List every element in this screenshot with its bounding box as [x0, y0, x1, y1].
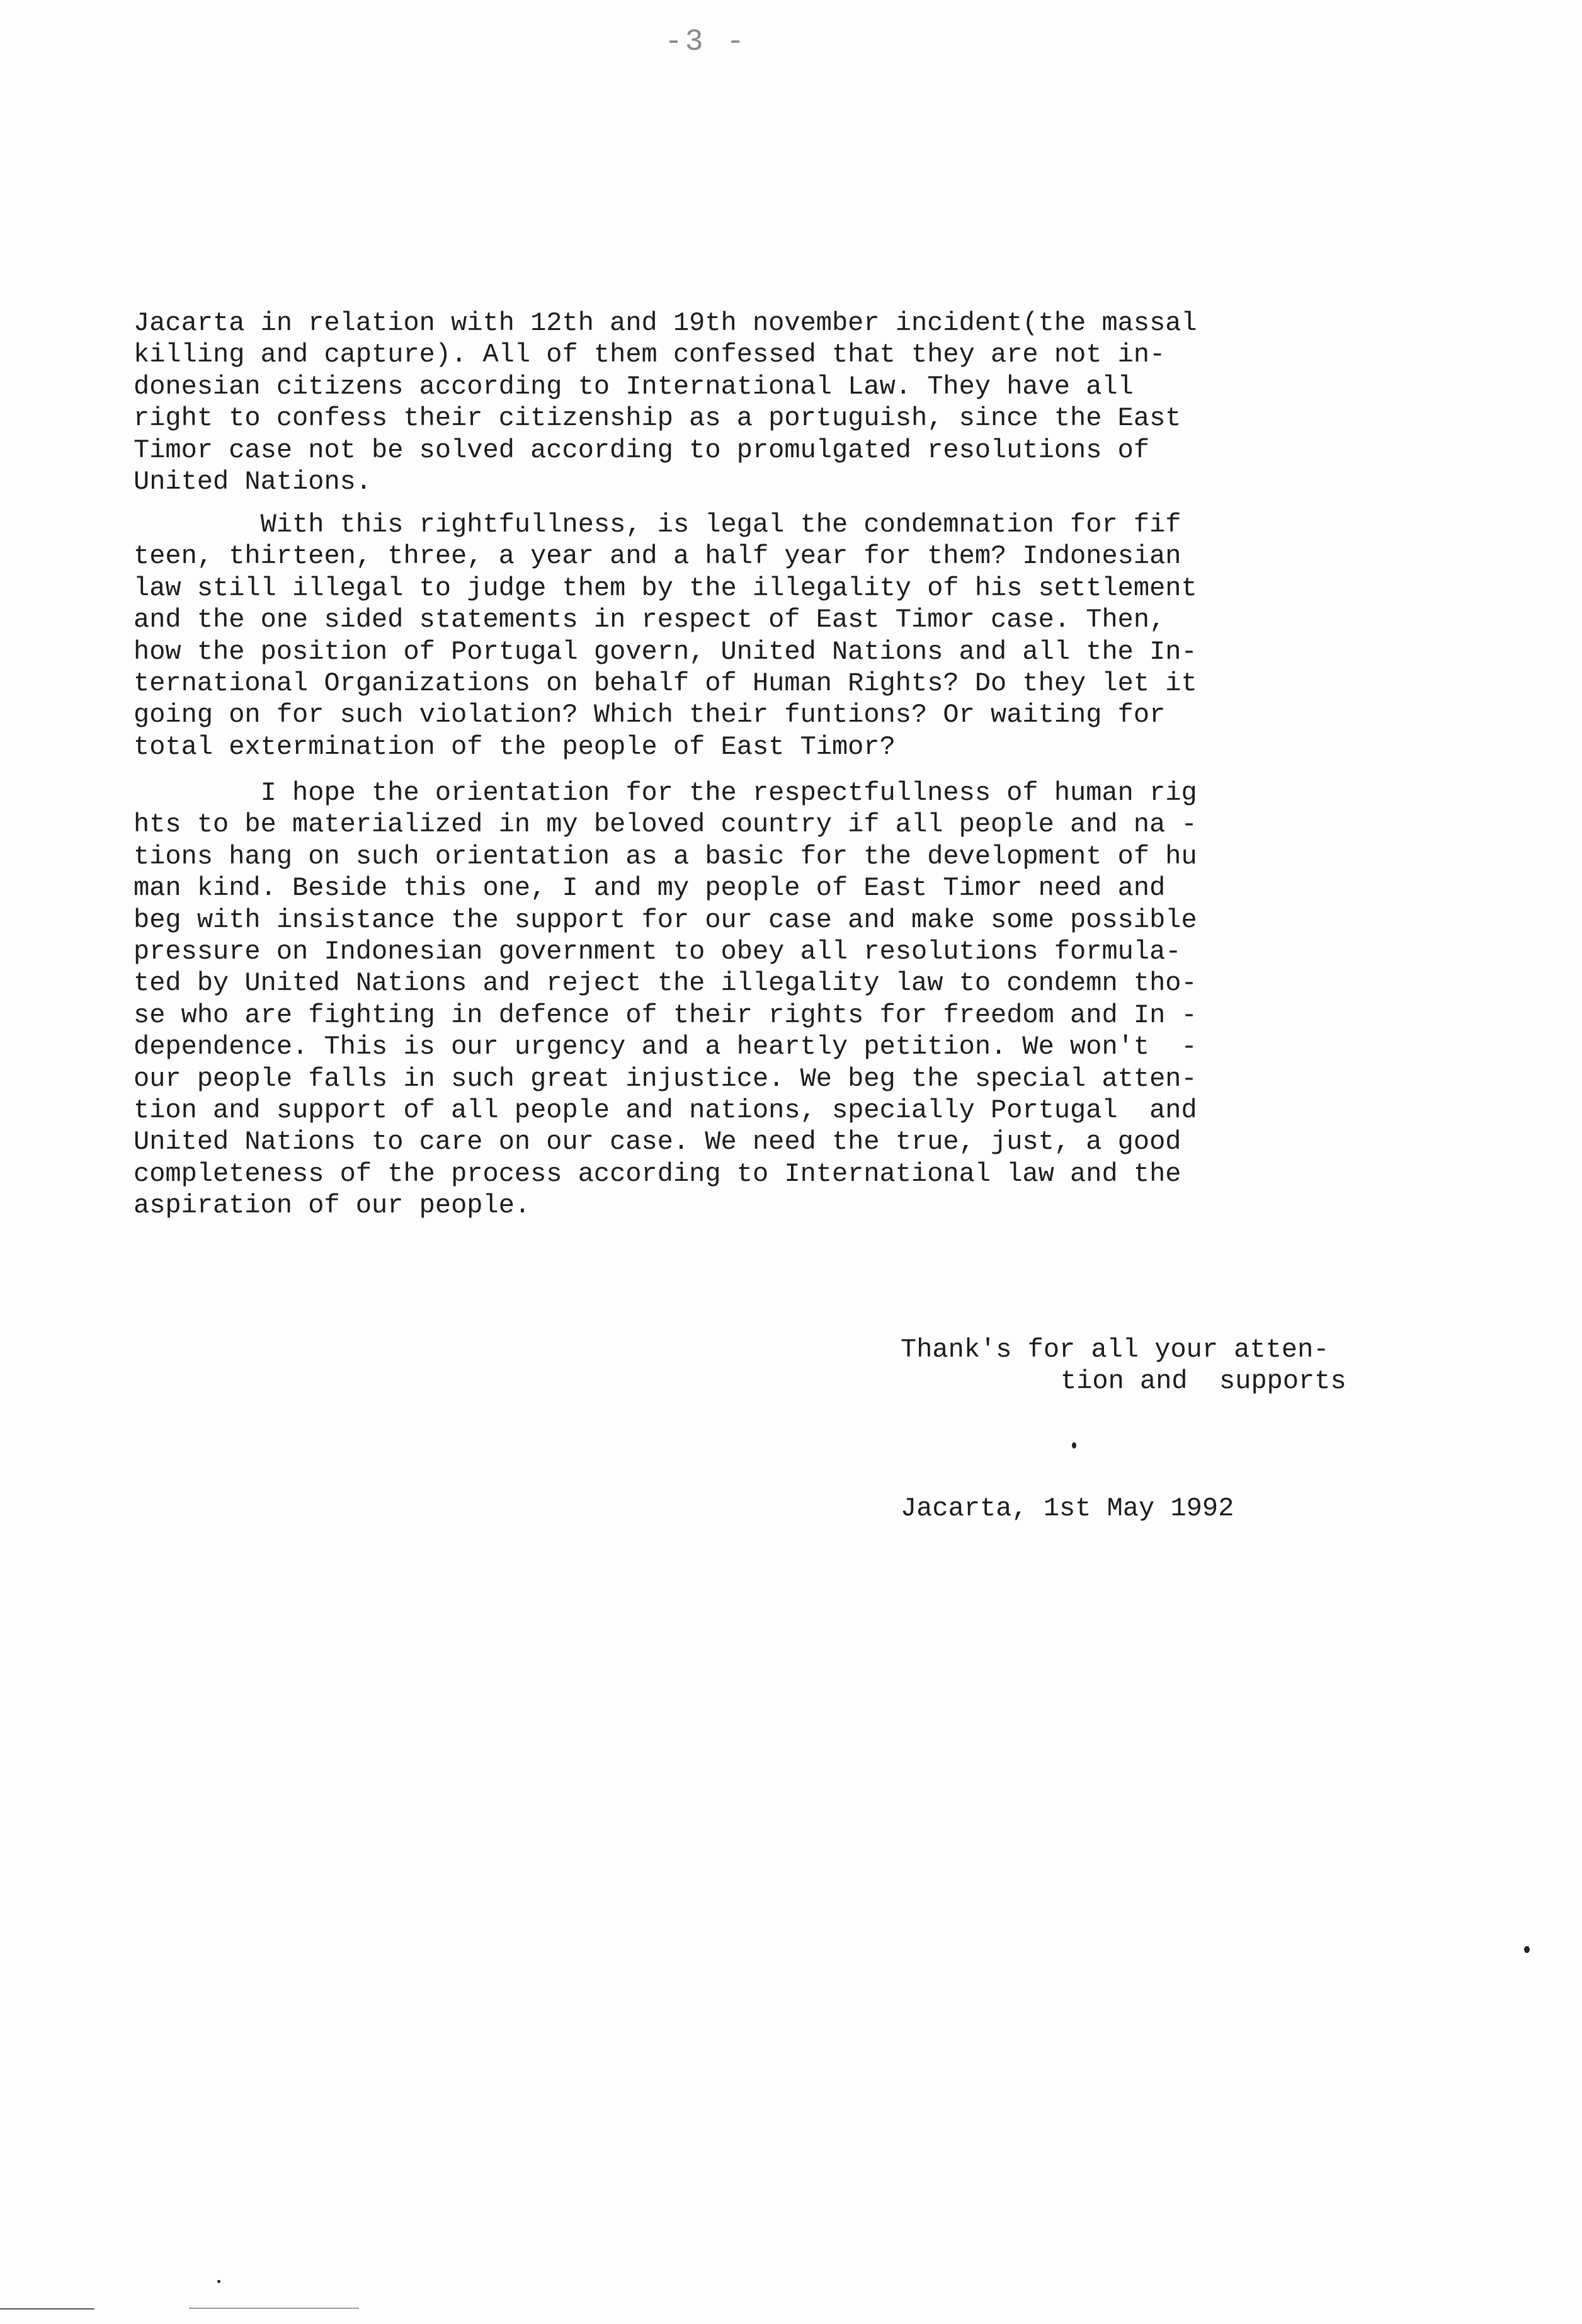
scan-edge-line — [0, 2308, 94, 2310]
paragraph-1: Jacarta in relation with 12th and 19th november incident(the massal killing and capture). All of them confessed that they are not in- donesian citizens according to International Law. They have all right to confess their citizenship as a portuguish, since the East Timor case not be solved according to promulgated resolutions of United Nations. — [134, 308, 1197, 498]
closing-line-1: Thank's for all your atten- — [901, 1335, 1329, 1365]
scan-speck — [217, 2280, 220, 2283]
paragraph-2: With this rightfullness, is legal the condemnation for fif teen, thirteen, three, a year and a half year for them? Indonesian law still illegal to judge them by the illegality of his settlement and the one sided statements in respect of East Timor case. Then, how the position of Portugal govern, United Nations and all the In- ternational Organizations on behalf of Human Rights? Do they let it going on for such violation? Which their funtions? Or waiting for total extermination of the people of East Timor? — [134, 510, 1197, 762]
scan-speck — [1524, 1946, 1530, 1953]
place-and-date: Jacarta, 1st May 1992 — [901, 1493, 1234, 1524]
scan-edge-line — [189, 2308, 359, 2309]
paragraph-3: I hope the orientation for the respectfullness of human rig hts to be materialized in my beloved country if all people and na - tions hang on such orientation as a basic for the development of hu man kind. Beside this one, I and my people of East Timor need and beg with insistance the support for our case and make some possible pressure on Indonesian government to obey all resolutions formula- ted by United Nations and reject the illegality law to condemn tho- se who are fighting in defence of their rights for freedom and In - dependence. This is our urgency and a heartly petition. We won't - our people falls in such great injustice. We beg the special atten- tion and support of all people and nations, specially Portugal and United Nations to care on our case. We need the true, just, a good completeness of the process according to International law and the aspiration of our people. — [134, 778, 1197, 1221]
page-number: -3 - — [664, 25, 748, 59]
scan-speck — [1072, 1442, 1076, 1449]
closing-line-2: tion and supports — [1061, 1366, 1346, 1396]
